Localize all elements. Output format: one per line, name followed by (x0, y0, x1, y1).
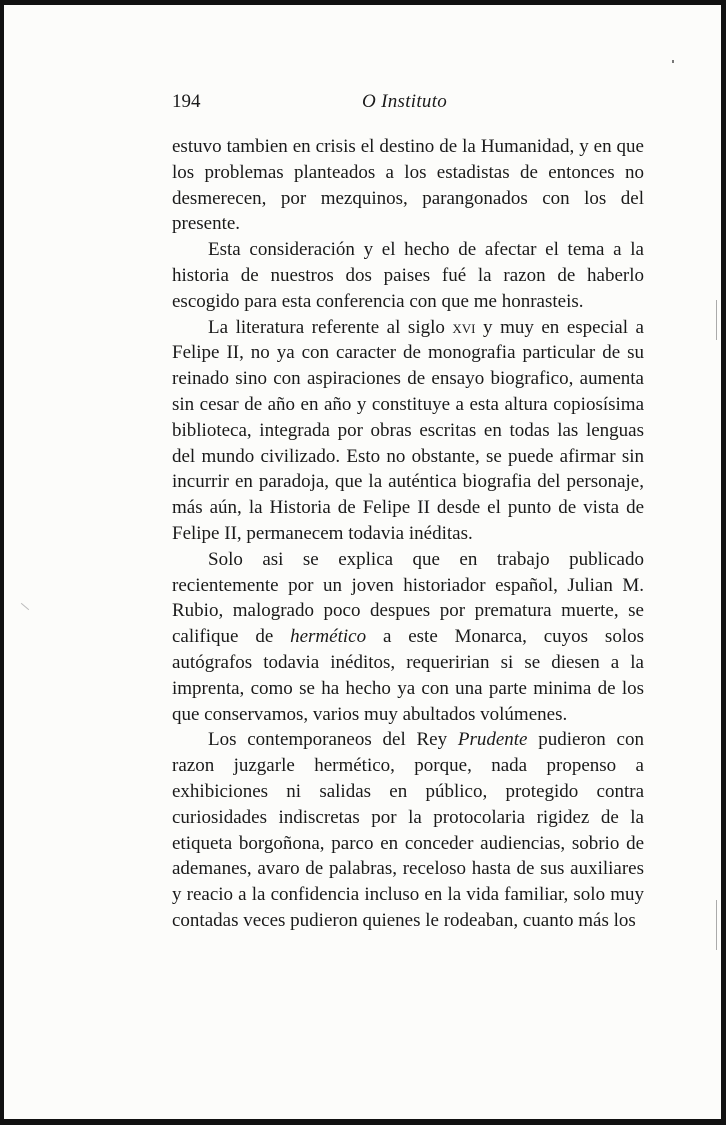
paragraph (172, 547, 644, 728)
paragraph-text: Los contemporaneos del Rey (208, 729, 458, 751)
paragraph-text: Solo asi se explica que en trabajo publicado recientemente por un joven historiador español, Julian M. Rubio, malogrado poco despues por prematura muerte, se califique de (172, 548, 644, 648)
paragraph (172, 237, 644, 314)
paragraph (172, 315, 644, 547)
paragraph-text: estuvo tambien en crisis el destino de la Humanidad, y en que los problemas planteados a los estadistas de entonces no desmerecen, por mezquinos, parangonados con los del presente. (172, 136, 644, 235)
paragraph-text: a este Monarca, cuyos solos autógrafos todavia inéditos, requeririan si se diesen a la imprenta, como se ha hecho ya con una parte minima de los que conservamos, varios muy abultados volúmenes. (172, 626, 644, 725)
scan-border-right (721, 0, 726, 1125)
century-numeral: xvi (452, 316, 476, 338)
paragraph-text: Esta consideración y el hecho de afectar el tema a la historia de nuestros dos paises fué la razon de haberlo escogido para esta conferencia con que me honrasteis. (172, 239, 644, 312)
italic-term: hermético (290, 626, 367, 648)
paragraph-text: pudieron con razon juzgarle hermético, porque, nada propenso a exhibiciones ni salidas en público, protegido contra curiosidades indiscretas por la protocolaria rigidez de la etiqueta borgoñona, parco en conceder audiencias, sobrio de ademanes, avaro de palabras, receloso hasta de sus auxiliares y reacio a la confidencia incluso en la vida familiar, solo muy contadas veces pudieron quienes le rodeaban, cuanto más los (172, 729, 644, 931)
scan-speck (21, 603, 29, 610)
scan-speck (672, 60, 674, 63)
scan-speck (716, 300, 717, 340)
paragraph (172, 727, 644, 933)
paragraph (172, 134, 644, 237)
running-title: O Instituto (362, 91, 448, 112)
page-header (172, 91, 644, 119)
page-number: 194 (172, 91, 201, 112)
scan-border-top (0, 0, 726, 5)
body-text (172, 134, 644, 934)
scan-speck (716, 900, 717, 950)
scan-border-bottom (0, 1119, 726, 1125)
italic-term: Prudente (457, 729, 528, 751)
scan-border-left (0, 0, 4, 1125)
paragraph-text: y muy en especial a Felipe II, no ya con caracter de monografia particular de su reinado sino con aspiraciones de ensayo biografico, aumenta sin cesar de año en año y constituye a esta altura copiosísima biblioteca, integrada por obras escritas en todas las lenguas del mundo civilizado. Esto no obstante, se puede afirmar sin incurrir en paradoja, que la auténtica biografia del personaje, más aún, la Historia de Felipe II desde el punto de vista de Felipe II, permanecem todavia inéditas. (172, 316, 644, 544)
paragraph-text: La literatura referente al siglo (208, 316, 453, 338)
